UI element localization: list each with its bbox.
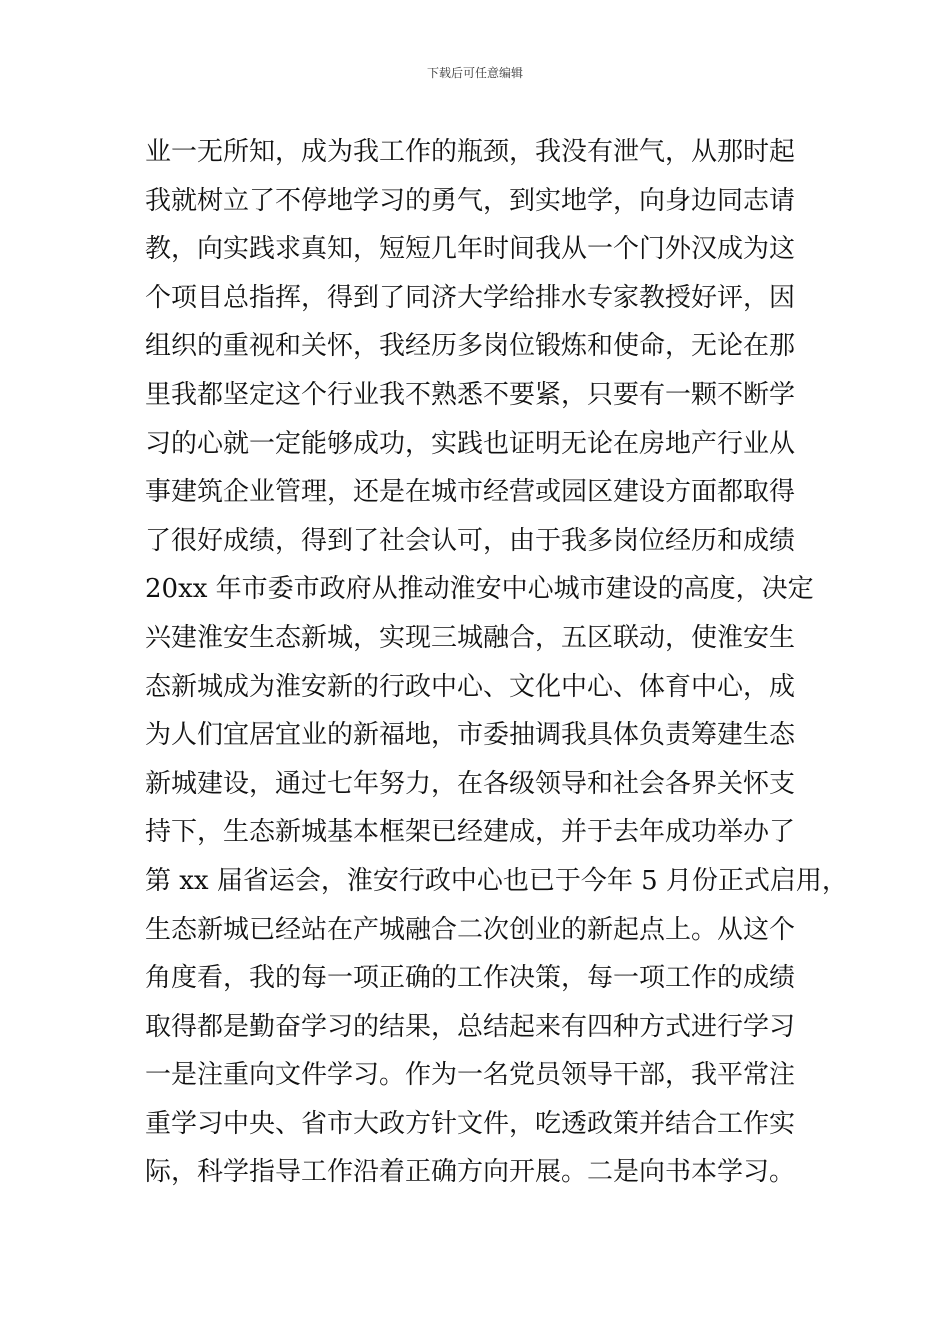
page-header: 下载后可任意编辑 <box>426 66 523 80</box>
text-line: 持下，生态新城基本框架已经建成，并于去年成功举办了 <box>145 817 796 848</box>
text-line: 为人们宜居宜业的新福地，市委抽调我具体负责筹建生态 <box>145 720 796 751</box>
text-line: 新城建设，通过七年努力，在各级领导和社会各界关怀支 <box>145 768 796 799</box>
text-line: 组织的重视和关怀，我经历多岗位锻炼和使命，无论在那 <box>145 331 796 362</box>
text-line: 际，科学指导工作沿着正确方向开展。二是向书本学习。 <box>145 1157 796 1188</box>
text-line: 生态新城已经站在产城融合二次创业的新起点上。从这个 <box>145 914 796 945</box>
text-line: 取得都是勤奋学习的结果，总结起来有四种方式进行学习 <box>145 1011 796 1042</box>
text-line: 事建筑企业管理，还是在城市经营或园区建设方面都取得 <box>145 477 796 508</box>
text-line: 态新城成为淮安新的行政中心、文化中心、体育中心，成 <box>145 671 796 702</box>
text-line: 一是注重向文件学习。作为一名党员领导干部，我平常注 <box>145 1060 796 1091</box>
text-line: 20xx 年市委市政府从推动淮安中心城市建设的高度，决定 <box>145 574 814 605</box>
text-line: 角度看，我的每一项正确的工作决策，每一项工作的成绩 <box>145 963 796 994</box>
text-line: 第 xx 届省运会，淮安行政中心也已于今年 5 月份正式启用， <box>145 865 848 896</box>
text-line: 教，向实践求真知，短短几年时间我从一个门外汉成为这 <box>145 234 796 265</box>
text-line: 里我都坚定这个行业我不熟悉不要紧，只要有一颗不断学 <box>145 379 796 410</box>
text-line: 了很好成绩，得到了社会认可，由于我多岗位经历和成绩 <box>145 525 796 556</box>
text-line: 个项目总指挥，得到了同济大学给排水专家教授好评，因 <box>145 282 796 313</box>
text-line: 兴建淮安生态新城，实现三城融合，五区联动，使淮安生 <box>145 622 796 653</box>
text-line: 重学习中央、省市大政方针文件，吃透政策并结合工作实 <box>145 1108 796 1139</box>
text-line: 业一无所知，成为我工作的瓶颈，我没有泄气，从那时起 <box>145 137 796 167</box>
text-line: 习的心就一定能够成功，实践也证明无论在房地产行业从 <box>145 428 796 459</box>
body-text <box>145 128 848 1197</box>
text-line: 我就树立了不停地学习的勇气，到实地学，向身边同志请 <box>145 185 796 216</box>
